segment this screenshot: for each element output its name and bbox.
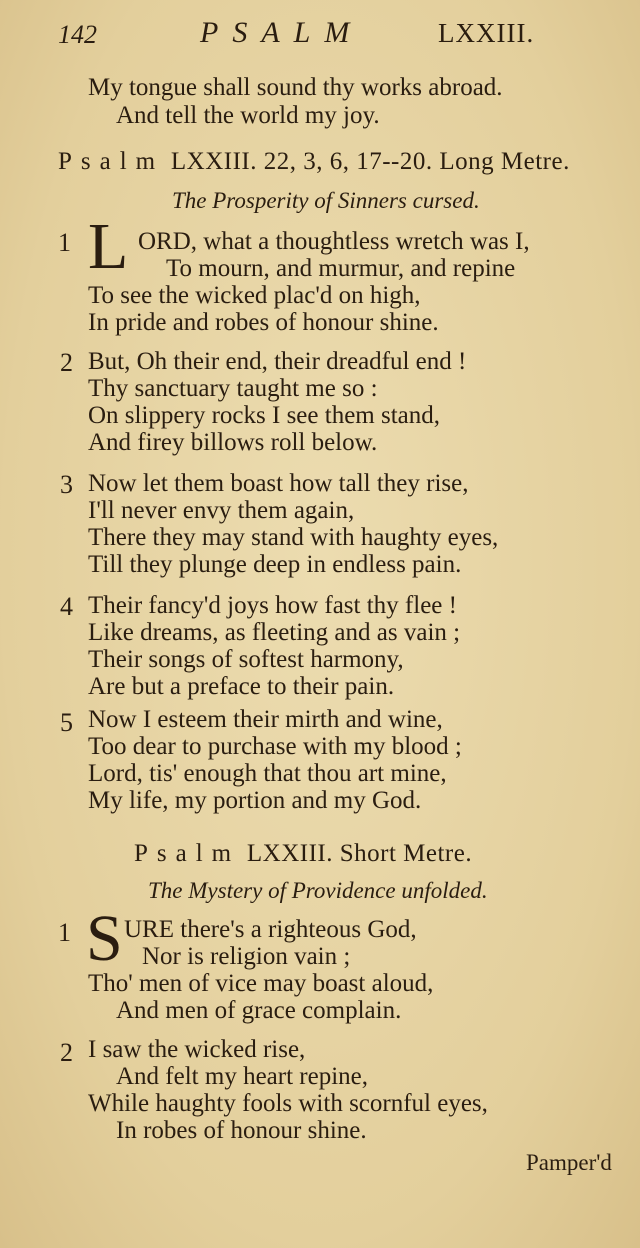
- verse-line: I'll never envy them again,: [88, 497, 355, 524]
- stanza-number: 4: [60, 592, 73, 621]
- verse-line: Nor is religion vain ;: [142, 943, 351, 970]
- section-subtitle: The Mystery of Providence unfolded.: [148, 878, 488, 903]
- verse-line: To mourn, and murmur, and repine: [166, 255, 516, 282]
- verse-line: Now let them boast how tall they rise,: [88, 470, 469, 497]
- verse-line: And felt my heart repine,: [116, 1063, 368, 1090]
- verse-line: Their songs of softest harmony,: [88, 646, 404, 673]
- heading-detail: LXXIII. Short Metre.: [246, 840, 473, 867]
- verse-line: Till they plunge deep in endless pain.: [88, 551, 462, 578]
- page-number: 142: [58, 20, 97, 49]
- verse-line: There they may stand with haughty eyes,: [88, 524, 499, 551]
- verse-line: Too dear to purchase with my blood ;: [88, 733, 462, 760]
- verse-line: Lord, tis' enough that thou art mine,: [88, 760, 447, 787]
- drop-capital: L: [88, 210, 129, 283]
- verse-line: Are but a preface to their pain.: [88, 673, 395, 700]
- section-heading: [134, 840, 472, 868]
- running-title: PSALM: [200, 16, 364, 49]
- verse-line: In pride and robes of honour shine.: [88, 309, 439, 336]
- heading-psalm-word: Psalm: [134, 840, 241, 867]
- verse-line: But, Oh their end, their dreadful end !: [88, 348, 467, 375]
- verse-line: On slippery rocks I see them stand,: [88, 402, 441, 429]
- stanza-number: 2: [60, 348, 73, 377]
- running-title-numeral: LXXIII.: [438, 18, 535, 48]
- verse-line: Their fancy'd joys how fast thy flee !: [88, 592, 457, 619]
- catchword: Pamper'd: [526, 1150, 612, 1175]
- verse-line: URE there's a righteous God,: [124, 916, 417, 943]
- stanza-number: 3: [60, 470, 73, 499]
- verse-line: I saw the wicked rise,: [88, 1036, 306, 1063]
- stanza-number: 2: [60, 1038, 73, 1067]
- verse-line: Like dreams, as fleeting and as vain ;: [88, 619, 461, 646]
- verse-line: My tongue shall sound thy works abroad.: [88, 74, 503, 101]
- verse-line: Now I esteem their mirth and wine,: [88, 706, 443, 733]
- heading-psalm-word: Psalm: [58, 148, 165, 175]
- verse-line: To see the wicked plac'd on high,: [88, 282, 421, 309]
- drop-capital: S: [86, 902, 123, 975]
- verse-line: And firey billows roll below.: [88, 429, 378, 456]
- verse-line: And men of grace complain.: [116, 997, 402, 1024]
- verse-line: Thy sanctuary taught me so :: [88, 375, 378, 402]
- verse-line: And tell the world my joy.: [116, 102, 380, 129]
- heading-detail: LXXIII. 22, 3, 6, 17--20. Long Metre.: [170, 148, 570, 175]
- verse-line: Tho' men of vice may boast aloud,: [88, 970, 434, 997]
- stanza-number: 5: [60, 708, 73, 737]
- verse-line: My life, my portion and my God.: [88, 787, 422, 814]
- verse-line: While haughty fools with scornful eyes,: [88, 1090, 488, 1117]
- stanza-number: 1: [58, 918, 71, 947]
- section-subtitle: The Prosperity of Sinners cursed.: [172, 188, 480, 213]
- verse-line: ORD, what a thoughtless wretch was I,: [138, 228, 530, 255]
- verse-line: In robes of honour shine.: [116, 1117, 367, 1144]
- section-heading: [58, 148, 570, 176]
- stanza-number: 1: [58, 228, 71, 257]
